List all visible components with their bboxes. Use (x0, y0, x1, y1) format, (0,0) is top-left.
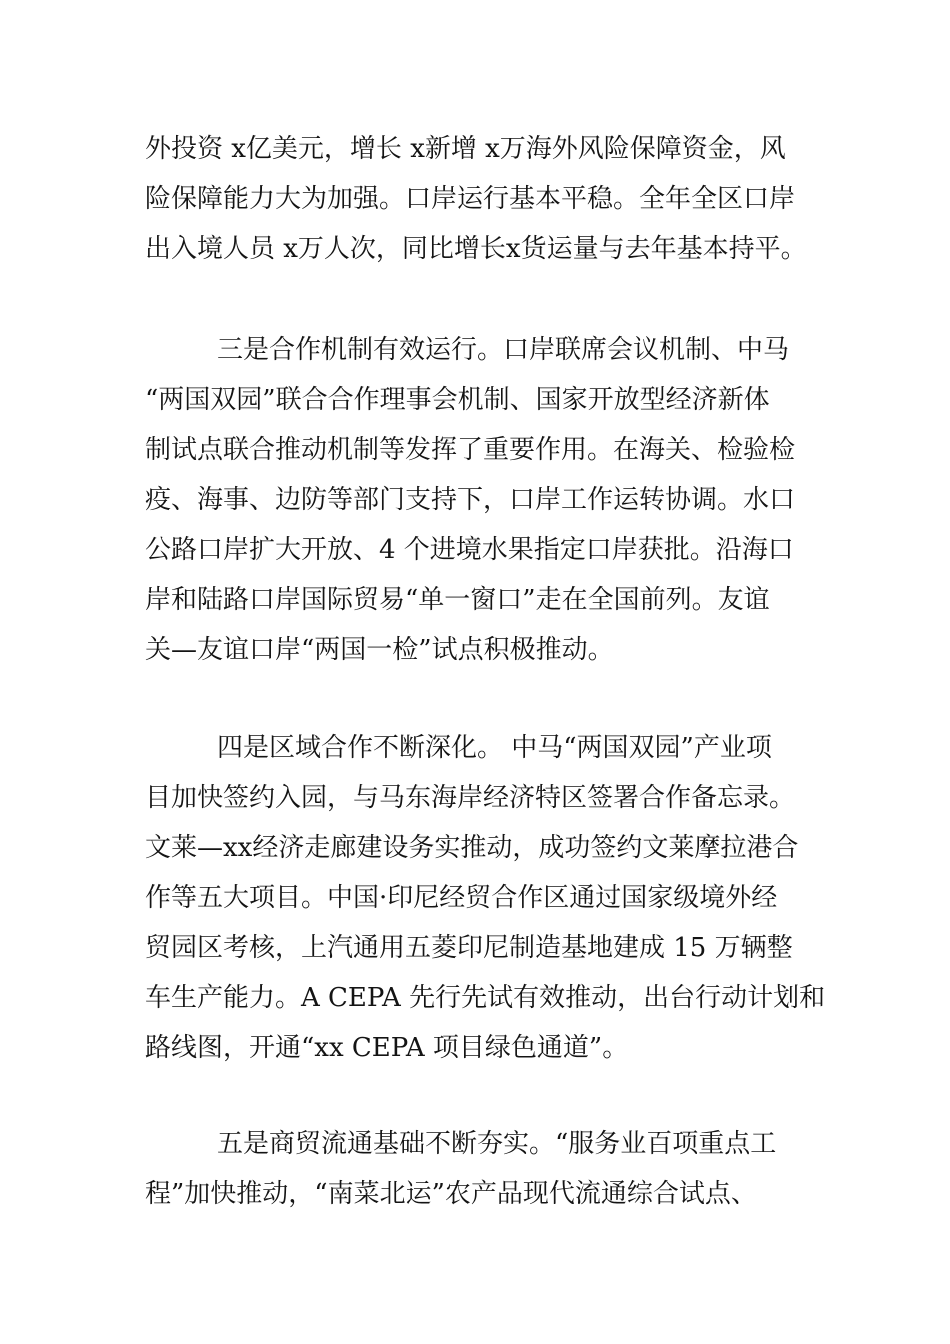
text-line: 车生产能力。A CEPA 先行先试有效推动，出台行动计划和 (145, 983, 826, 1013)
text-line: 文莱—xx经济走廊建设务实推动，成功签约文莱摩拉港合 (145, 833, 799, 863)
text-line: 出入境人员 x万人次，同比增长x货运量与去年基本持平。 (145, 234, 807, 264)
text-line: 路线图，开通“xx CEPA 项目绿色通道”。 (145, 1033, 629, 1063)
text-line: 险保障能力大为加强。口岸运行基本平稳。全年全区口岸 (145, 184, 796, 214)
text-line: 四是区域合作不断深化。 中马“两国双园”产业项 (217, 733, 772, 763)
text-line: 公路口岸扩大开放、4 个进境水果指定口岸获批。沿海口 (145, 535, 794, 565)
text-line: 贸园区考核，上汽通用五菱印尼制造基地建成 15 万辆整 (145, 933, 793, 963)
text-line: 目加快签约入园，与马东海岸经济特区签署合作备忘录。 (145, 783, 796, 813)
text-line: 关—友谊口岸“两国一检”试点积极推动。 (145, 635, 614, 665)
paragraph-cooperation-mechanism (145, 325, 810, 675)
text-line: 五是商贸流通基础不断夯实。“服务业百项重点工 (217, 1129, 777, 1159)
text-line: 程”加快推动，“南菜北运”农产品现代流通综合试点、 (145, 1179, 757, 1209)
text-line: 作等五大项目。中国·印尼经贸合作区通过国家级境外经 (145, 883, 778, 913)
text-line: 疫、海事、边防等部门支持下，口岸工作运转协调。水口 (145, 485, 796, 515)
paragraph-regional-cooperation (145, 723, 826, 1073)
text-line: 岸和陆路口岸国际贸易“单一窗口”走在全国前列。友谊 (145, 585, 770, 615)
paragraph-commerce-circulation (145, 1119, 810, 1219)
text-line: 三是合作机制有效运行。口岸联席会议机制、中马 (217, 335, 790, 365)
text-line: “两国双园”联合合作理事会机制、国家开放型经济新体 (145, 385, 770, 415)
text-line: 制试点联合推动机制等发挥了重要作用。在海关、检验检 (145, 435, 796, 465)
paragraph-overseas-investment (145, 124, 810, 274)
text-line: 外投资 x亿美元，增长 x新增 x万海外风险保障资金，风 (145, 134, 786, 164)
